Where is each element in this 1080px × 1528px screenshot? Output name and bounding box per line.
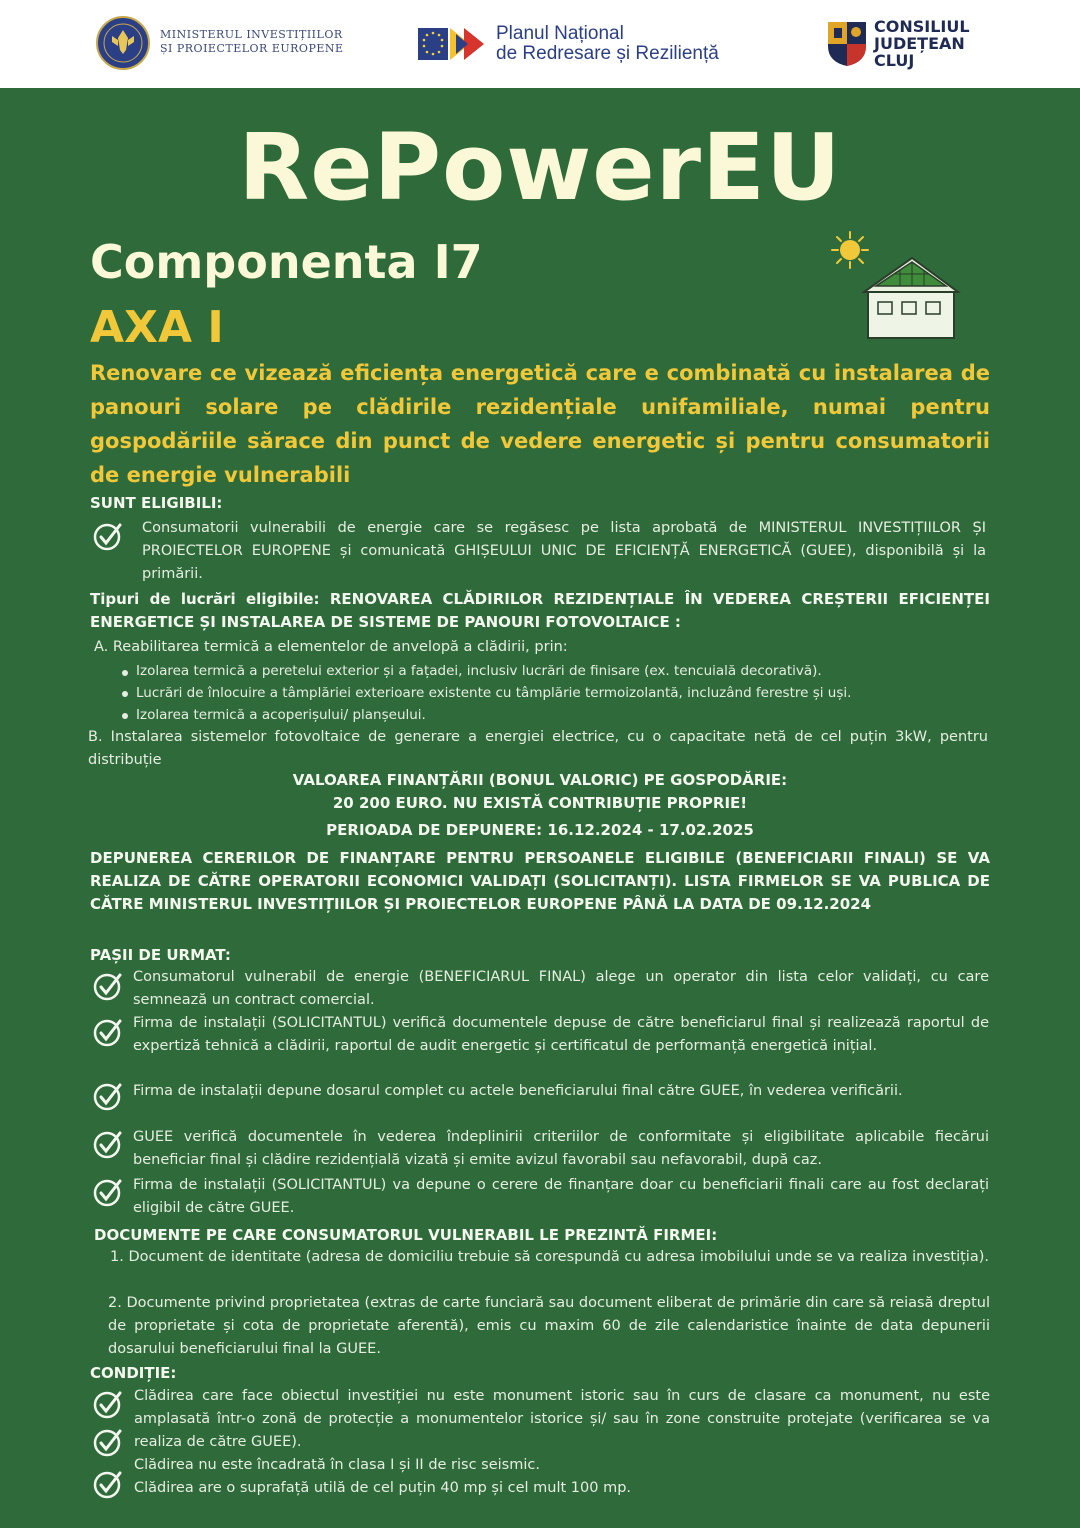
check-circle-icon [92, 1468, 124, 1500]
ministry-name [160, 28, 344, 56]
submission-period: PERIOADA DE DEPUNERE: 16.12.2024 - 17.02.2025 [326, 821, 754, 839]
pnrr-name [496, 24, 719, 64]
works-item-a: A. Reabilitarea termică a elementelor de anvelopă a clădirii, prin: [94, 639, 568, 655]
check-circle-icon [92, 1016, 124, 1048]
cluj-county-crest-icon [826, 18, 868, 68]
intro-description: Renovare ce vizează eficiența energetică care e combinată cu instalarea de panouri solare pe clădirile rezidențiale unifamiliale, numai pentru gospodăriile sărace din punct de vedere energetic și pentru consumatorii de energie vulnerabili [90, 361, 990, 487]
check-circle-icon [92, 1388, 124, 1420]
component-heading: Componenta I7 [90, 235, 483, 289]
document-item-1: 1. Document de identitate (adresa de domiciliu trebuie să corespundă cu adresa imobilului unde se va realiza investiția). [110, 1249, 989, 1265]
eligible-text: Consumatorii vulnerabili de energie care se regăsesc pe lista aprobată de MINISTERUL INVESTIȚIILOR ȘI PROIECTELOR EUROPENE și comunicată GHIȘEULUI UNIC DE EFICIENȚĂ ENERGETICĂ (GUEE), disponibilă și la primării. [142, 520, 986, 582]
check-circle-icon [92, 1128, 124, 1160]
bullet-icon [122, 691, 128, 697]
cluj-county-name [874, 18, 970, 69]
pnrr-name-line2: de Redresare și Reziliență [496, 43, 719, 64]
bullet-icon [122, 670, 128, 676]
condition-1: Clădirea care face obiectul investiției nu este monument istoric sau în curs de clasare ca monument, nu este amplasată într-o zonă de protecție a monumentelor istorice și/ sau în zone construite protejate (verificarea se va realiza de către GUEE). [134, 1388, 990, 1450]
bullet-icon [122, 713, 128, 719]
document-item-2: 2. Documente privind proprietatea (extras de carte funciară sau document eliberat de primărie din care să reiasă dreptul de proprietate și cota de proprietate aferentă), emis cu maxim 60 de zile calendaristice înainte de data depunerii dosarului beneficiarului final la GUEE. [108, 1295, 990, 1357]
ministry-name-line1: MINISTERUL INVESTIȚIILOR [160, 28, 343, 41]
cluj-county-line2: JUDEȚEAN [874, 34, 965, 53]
submission-notice: DEPUNEREA CERERILOR DE FINANȚARE PENTRU PERSOANELE ELIGIBILE (BENEFICIARII FINALI) SE VA REALIZA DE CĂTRE OPERATORII ECONOMICI VALIDAȚI (SOLICITANȚI). LISTA FIRMELOR SE VA PUBLICA DE CĂTRE MINISTERUL INVESTIȚIILOR ȘI PROIECTELOR EUROPENE PÂNĂ LA DATA DE 09.12.2024 [90, 849, 990, 913]
check-circle-icon [92, 520, 124, 552]
step-3: Firma de instalații depune dosarul complet cu actele beneficiarului final către GUEE, în vederea verificării. [133, 1083, 903, 1099]
eligible-heading: SUNT ELIGIBILI: [90, 494, 223, 512]
axis-heading: AXA I [90, 302, 224, 353]
ministry-name-line2: ȘI PROIECTELOR EUROPENE [160, 42, 344, 55]
header-bar [0, 0, 1080, 88]
government-seal-icon [96, 16, 150, 70]
documents-heading: DOCUMENTE PE CARE CONSUMATORUL VULNERABIL LE PREZINTĂ FIRMEI: [94, 1226, 718, 1244]
works-bullet-3: Izolarea termică a acoperișului/ planșeului. [136, 707, 426, 723]
condition-3: Clădirea are o suprafață utilă de cel puțin 40 mp și cel mult 100 mp. [134, 1480, 632, 1496]
poster-body [0, 88, 1080, 1528]
step-5: Firma de instalații (SOLICITANTUL) va depune o cerere de finanțare doar cu beneficiarii finali care au fost declarați eligibil de către GUEE. [133, 1177, 989, 1216]
check-circle-icon [92, 970, 124, 1002]
cluj-county-line3: CLUJ [874, 51, 915, 70]
works-bullet-2: Lucrări de înlocuire a tâmplăriei exterioare existente cu tâmplărie termoizolantă, incluzând ferestre și uși. [136, 685, 852, 701]
check-circle-icon [92, 1426, 124, 1458]
works-bullet-1: Izolarea termică a peretelui exterior și a fațadei, inclusiv lucrări de finisare (ex. tencuială decorativă). [136, 663, 822, 679]
funding-value-line1: VALOAREA FINANȚĂRII (BONUL VALORIC) PE GOSPODĂRIE: [292, 771, 788, 789]
works-heading: Tipuri de lucrări eligibile: RENOVAREA CLĂDIRILOR REZIDENȚIALE ÎN VEDEREA CREȘTERII EFICIENȚEI ENERGETICE ȘI INSTALAREA DE SISTEME DE PANOURI FOTOVOLTAICE : [90, 590, 990, 631]
check-circle-icon [92, 1176, 124, 1208]
pnrr-name-line1: Planul Național [496, 23, 624, 44]
check-circle-icon [92, 1080, 124, 1112]
condition-2: Clădirea nu este încadrată în clasa I și II de risc seismic. [134, 1457, 540, 1473]
works-item-b: B. Instalarea sistemelor fotovoltaice de generare a energiei electrice, cu o capacitate netă de cel puțin 3kW, pentru distribuție [88, 729, 988, 768]
step-1: Consumatorul vulnerabil de energie (BENEFICIARUL FINAL) alege un operator din lista celor validați, cu care semnează un contract comercial. [133, 969, 989, 1008]
cluj-county-line1: CONSILIUL [874, 17, 970, 36]
pnrr-logo-icon [418, 26, 490, 62]
step-4: GUEE verifică documentele în vederea îndeplinirii criteriilor de conformitate și eligibilitate aplicabile fiecărui beneficiar final și clădire rezidențială vizată și emite avizul favorabil sau nefavorabil, după caz. [133, 1129, 989, 1168]
conditions-heading: CONDIȚIE: [90, 1364, 177, 1382]
poster-title: RePowerEU [238, 114, 842, 221]
step-2: Firma de instalații (SOLICITANTUL) verifică documentele depuse de către beneficiarul final și realizează raportul de expertiză tehnică a clădirii, raportul de audit energetic și certificatul de performanță energetică inițial. [133, 1015, 989, 1054]
steps-heading: PAȘII DE URMAT: [90, 946, 231, 964]
funding-value-line2: 20 200 EURO. NU EXISTĂ CONTRIBUȚIE PROPRIE! [332, 794, 748, 812]
solar-house-icon [820, 228, 970, 348]
